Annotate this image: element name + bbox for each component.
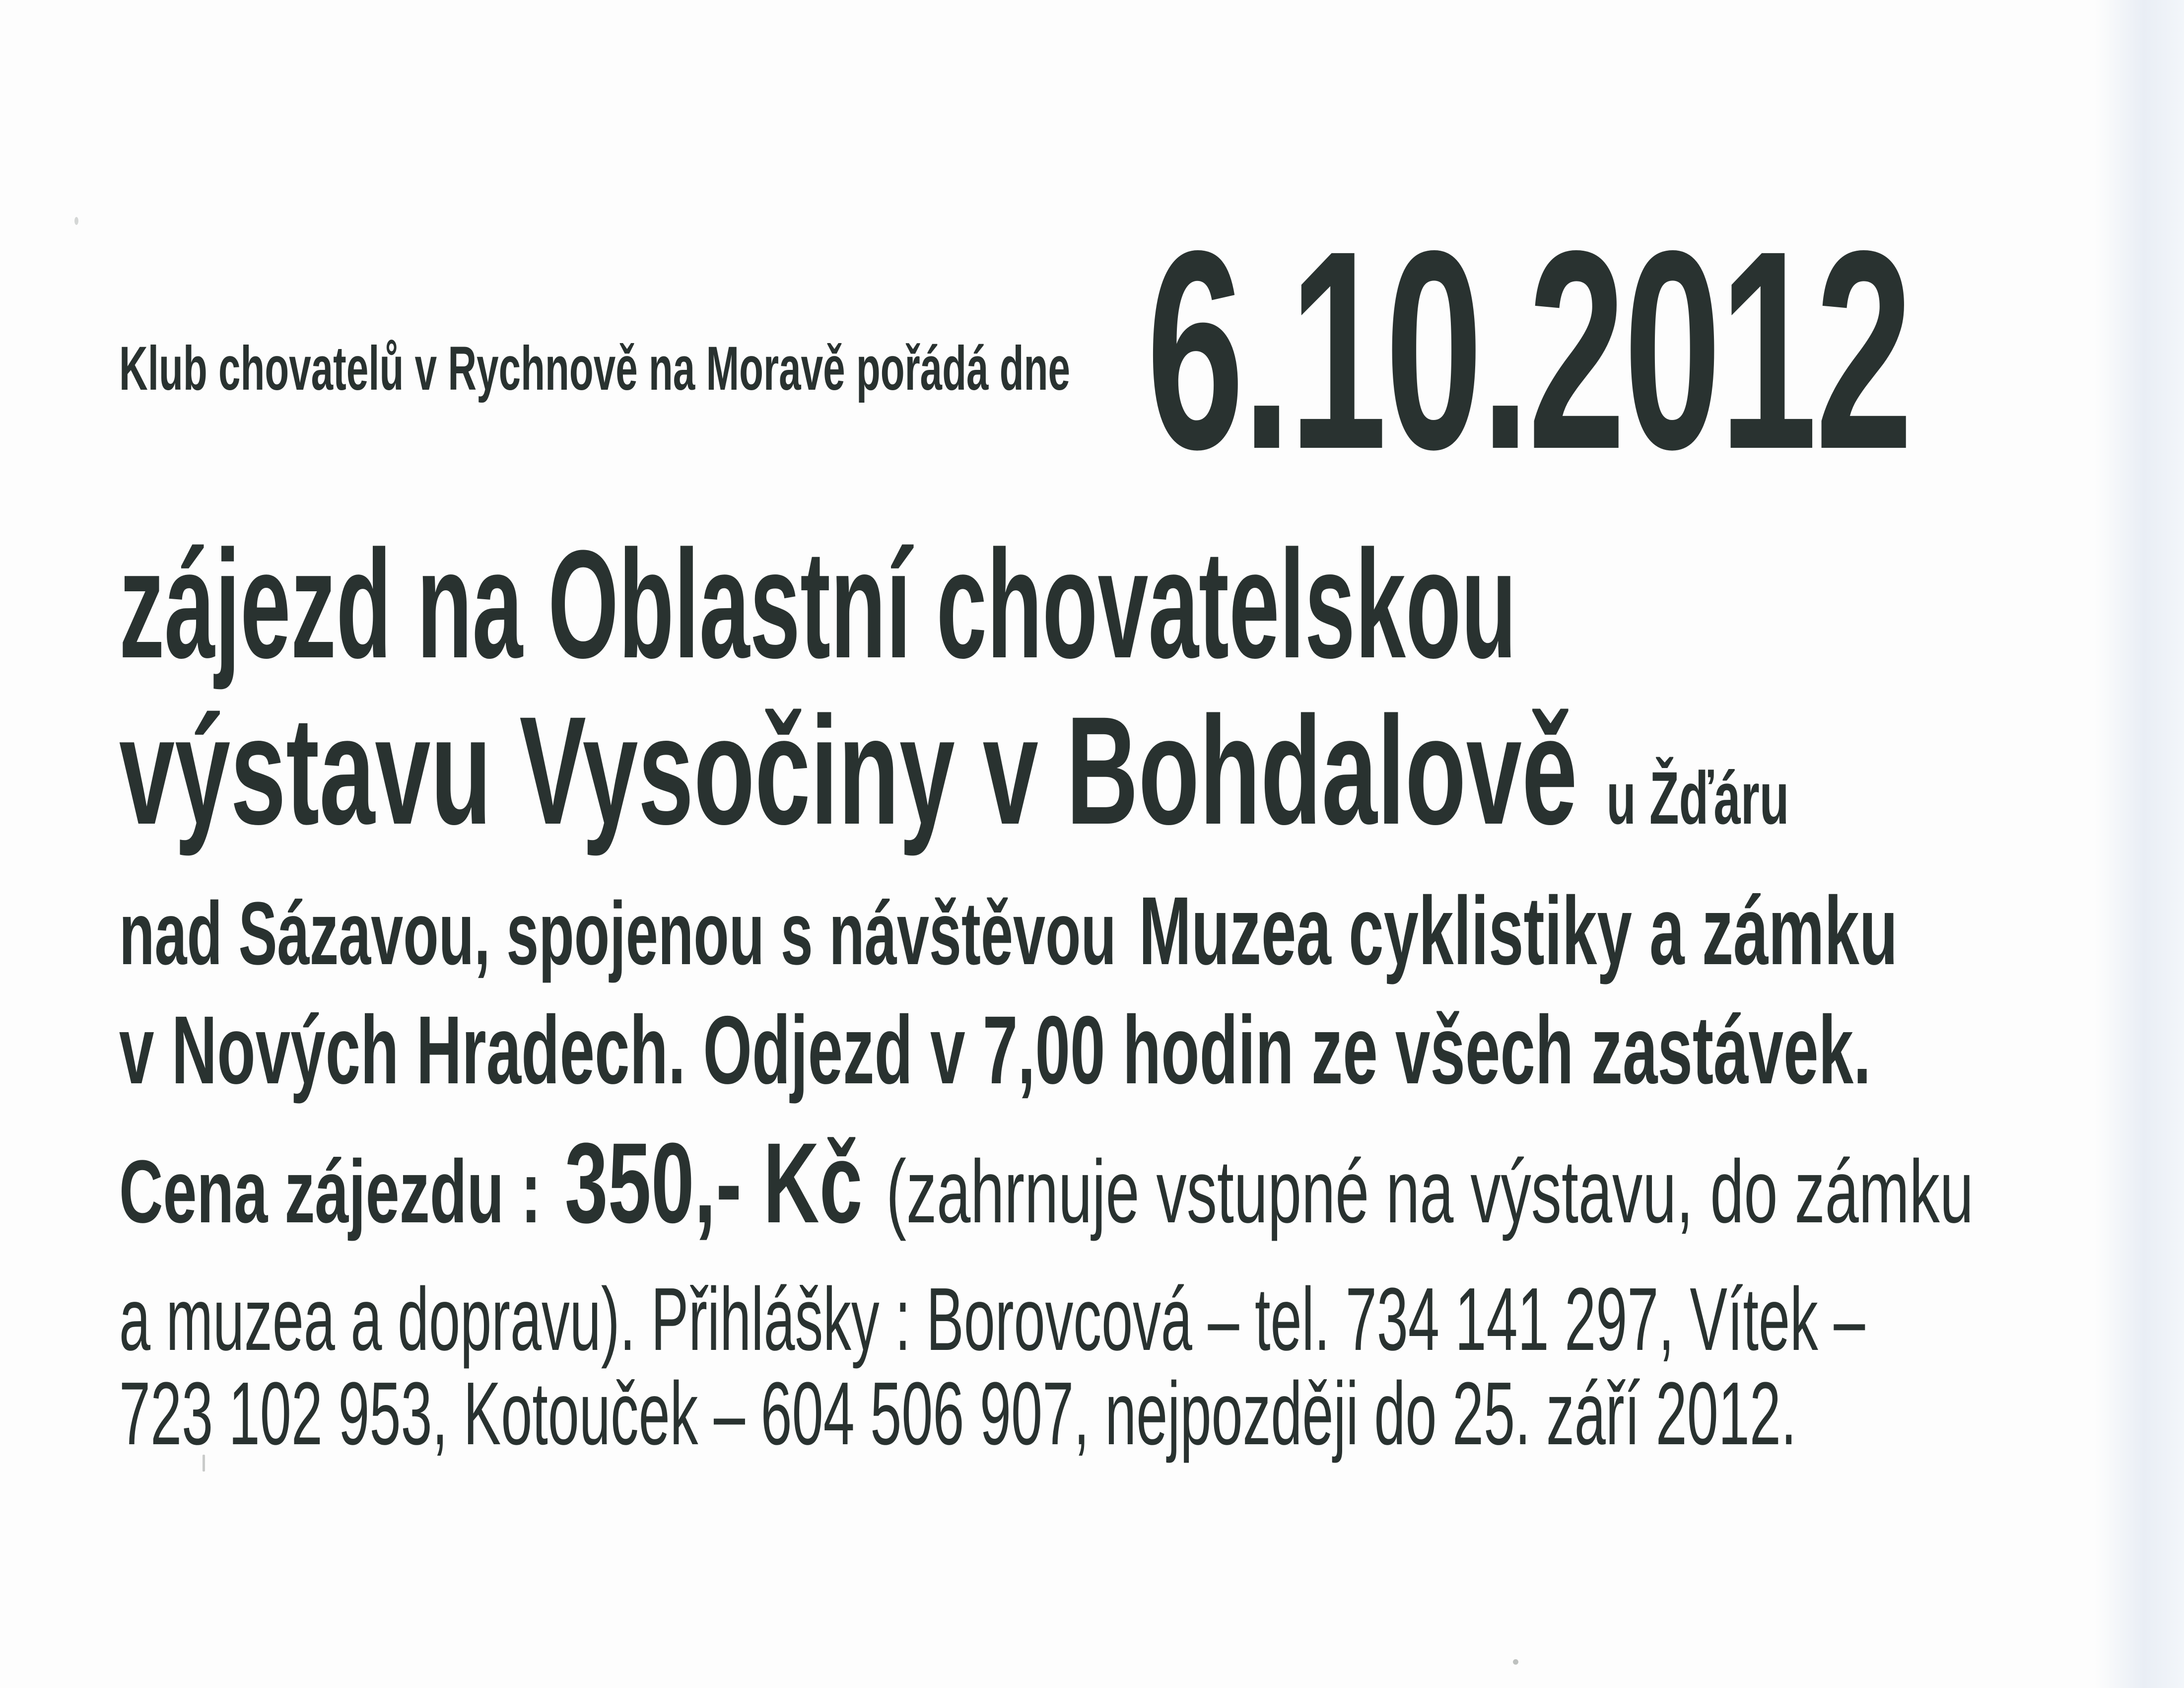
price-label: Cena zájezdu :	[119, 1142, 542, 1242]
scan-speck	[203, 1455, 205, 1472]
title-line-2-suffix: u Žďáru	[1606, 756, 1789, 840]
body-line-2: v Nových Hradech. Odjezd v 7,00 hodin ze všech zastávek.	[119, 996, 1871, 1104]
intro-text: Klub chovatelů v Rychnově na Moravě pořádá dne	[119, 334, 1071, 403]
price-note-line-2: a muzea a dopravu). Přihlášky : Borovcová – tel. 734 141 297, Vítek –	[119, 1269, 1865, 1369]
title-line-2-main: výstavu Vysočiny v Bohdalově	[119, 684, 1577, 856]
event-date: 6.10.2012	[1147, 192, 1911, 508]
scan-speck	[74, 217, 78, 225]
price-amount: 350,- Kč	[564, 1119, 863, 1247]
body-line-1-regular: nad Sázavou, spojenou s návštěvou	[119, 884, 1116, 984]
price-note-line-3: 723 102 953, Kotouček – 604 506 907, nejpozději do 25. září 2012.	[119, 1364, 1797, 1464]
scan-edge-shadow	[2095, 0, 2184, 1688]
title-line-2	[119, 684, 1789, 856]
title-line-1: zájezd na Oblastní chovatelskou	[119, 518, 1517, 690]
price-note-line-1: (zahrnuje vstupné na výstavu, do zámku	[886, 1142, 1974, 1242]
price-line	[119, 1119, 1974, 1247]
scan-speck	[1513, 1659, 1518, 1665]
body-line-1-bold: Muzea cyklistiky a zámku	[1139, 877, 1898, 985]
body-line-1	[119, 877, 1898, 985]
